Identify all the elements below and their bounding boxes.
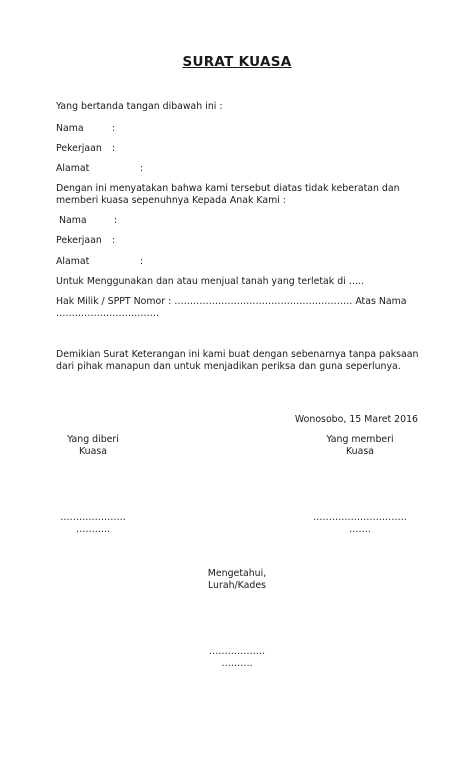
first-party-name-label: Nama <box>56 123 84 134</box>
first-party-address-colon: : <box>140 163 144 174</box>
first-party-job-row <box>56 143 116 155</box>
first-party-job-label: Pekerjaan <box>56 143 102 154</box>
witness-title-line-1: Mengetahui, <box>207 568 267 579</box>
giver-dots-line-2: ……. <box>349 524 371 535</box>
document-title: SURAT KUASA <box>182 54 292 70</box>
first-party-name-colon: : <box>112 123 116 134</box>
statement-text: Dengan ini menyatakan bahwa kami tersebut diatas tidak keberatan dan memberi kuasa sepenuhnya Kepada Anak Kami : <box>56 183 400 206</box>
ownership-line-2: …………………………… <box>56 308 160 319</box>
giver-title-line-1: Yang memberi <box>326 434 394 445</box>
second-party-job-row <box>56 235 116 247</box>
second-party-job-colon: : <box>112 235 116 246</box>
second-party-name-colon: : <box>114 215 118 226</box>
witness-signature-block <box>187 568 287 592</box>
first-party-job-colon: : <box>112 143 116 154</box>
receiver-dots-line-1: ………………… <box>60 512 126 523</box>
ownership-line-1: Hak Milik / SPPT Nomor : ………………………………………………… Atas Nama <box>56 296 407 307</box>
intro-text: Yang bertanda tangan dibawah ini : <box>56 101 223 112</box>
second-party-job-label: Pekerjaan <box>56 235 102 246</box>
second-party-name-label: Nama <box>59 215 87 226</box>
receiver-signature-block <box>48 434 138 458</box>
witness-signature-dots <box>187 646 287 670</box>
receiver-signature-dots <box>48 512 138 536</box>
closing-text: Demikian Surat Keterangan ini kami buat dengan sebenarnya tanpa paksaan dari pihak manapun dan untuk menjadikan periksa dan guna seperlunya. <box>56 349 419 372</box>
witness-dots-line-1: ……………… <box>208 646 266 657</box>
first-party-name-row <box>56 123 116 135</box>
receiver-title-line-1: Yang diberi <box>67 434 119 445</box>
receiver-title-line-2: Kuasa <box>79 446 107 457</box>
witness-title-line-2: Lurah/Kades <box>207 580 267 591</box>
first-party-address-label: Alamat <box>56 163 90 174</box>
second-party-address-label: Alamat <box>56 256 90 267</box>
receiver-dots-line-2: ……….. <box>75 524 111 535</box>
giver-signature-block <box>305 434 415 458</box>
giver-signature-dots <box>305 512 415 536</box>
second-party-address-colon: : <box>140 256 144 267</box>
second-party-name-row <box>59 215 118 227</box>
purpose-text: Untuk Menggunakan dan atau menjual tanah yang terletak di ….. <box>56 276 365 287</box>
first-party-address-row <box>56 163 144 175</box>
giver-dots-line-1: ………………………… <box>313 512 407 523</box>
second-party-address-row <box>56 256 144 268</box>
giver-title-line-2: Kuasa <box>346 446 374 457</box>
date-place: Wonosobo, 15 Maret 2016 <box>294 414 418 425</box>
witness-dots-line-2: ………. <box>221 658 253 669</box>
